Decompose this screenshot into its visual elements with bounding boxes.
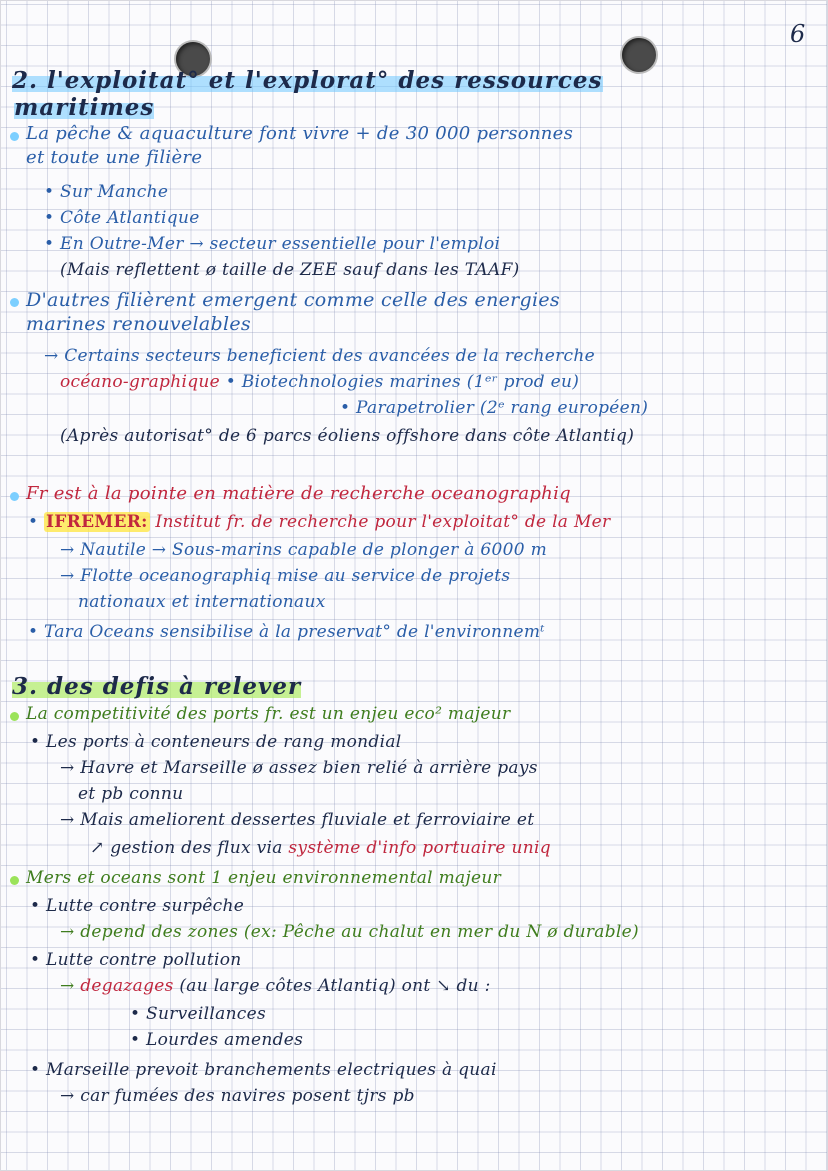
oceanographique-line [60,372,579,392]
havre-marseille-item: → Havre et Marseille ø assez bien relié à arrière pays [60,758,538,778]
ifremer-line: • IFREMER: Institut fr. de recherche pour l'exploitat° de la Mer [28,512,611,532]
section2-paragraph1: La pêche & aquaculture font vivre + de 30 000 personnes [26,123,574,144]
binder-hole-right [622,38,656,72]
section2-paragraph2-cont: marines renouvelables [26,313,251,335]
section2-paragraph2: D'autres filièrent emergent comme celle des energies [26,289,560,311]
dessertes-item: → Mais ameliorent dessertes fluviale et ferroviaire et [60,810,535,830]
amendes-item: • Lourdes amendes [130,1030,304,1050]
bullet-dot [10,876,19,885]
ifremer-description: Institut fr. de recherche pour l'exploitat° de la Mer [149,512,611,532]
section3-paragraph2: Mers et oceans sont 1 enjeu environnemental majeur [26,868,502,888]
note-eoliens: (Après autorisat° de 6 parcs éoliens offshore dans côte Atlantiq) [60,426,635,446]
page-number: 6 [790,20,806,48]
marseille-item: • Marseille prevoit branchements electriques à quai [30,1060,497,1080]
bullet-manche: • Sur Manche [44,182,169,202]
section3-title: 3. des defis à relever [12,673,302,700]
zones-item: → depend des zones (ex: Pêche au chalut en mer du N ø durable) [60,922,639,942]
bullet-dot [10,492,19,501]
flotte-item-cont: nationaux et internationaux [78,592,326,612]
pollution-item: • Lutte contre pollution [30,950,242,970]
bullet-outre-mer: • En Outre-Mer → secteur essentielle pour l'emploi [44,234,501,254]
arrow-recherche: → Certains secteurs beneficient des avancées de la recherche [44,346,595,366]
ports-conteneurs-item: • Les ports à conteneurs de rang mondial [30,732,402,752]
gestion-flux-line: ↗ gestion des flux via système d'info portuaire uniq [90,838,551,858]
havre-marseille-item-cont: et pb connu [78,784,184,804]
surveillances-item: • Surveillances [130,1004,267,1024]
degazages-word: degazages [80,976,174,996]
flotte-item: → Flotte oceanographiq mise au service de projets [60,566,511,586]
degazages-line: → degazages (au large côtes Atlantiq) ont ↘ du : [60,976,491,996]
bullet-atlantique: • Côte Atlantique [44,208,200,228]
fumees-item: → car fumées des navires posent tjrs pb [60,1086,415,1106]
section2-paragraph1-cont: et toute une filière [26,147,203,168]
bullet-dot [10,712,19,721]
nautile-item: → Nautile → Sous-marins capable de plonger à 6000 m [60,540,548,560]
bullet-dot [10,132,19,141]
oceanographique-word: océano-graphique [60,372,220,392]
ifremer-tag: IFREMER: [46,512,148,532]
section2-title-line2: maritimes [14,94,155,121]
tara-oceans-item: • Tara Oceans sensibilise à la preservat° de l'environnemᵗ [28,622,545,642]
systeme-info-portuaire: système d'info portuaire uniq [288,838,551,858]
section3-paragraph1: La competitivité des ports fr. est un enjeu eco² majeur [26,704,511,724]
section2-paragraph3: Fr est à la pointe en matière de recherche oceanographiq [26,483,571,504]
section2-title-line1: 2. l'exploitat° et l'explorat° des ressources [12,67,603,94]
bullet-dot [10,298,19,307]
parapetrolier-item: • Parapetrolier (2ᵉ rang européen) [340,398,649,418]
note-zee: (Mais reflettent ø taille de ZEE sauf dans les TAAF) [60,260,520,280]
surpeche-item: • Lutte contre surpêche [30,896,245,916]
biotechnologies-item: • Biotechnologies marines (1ᵉʳ prod eu) [219,372,580,392]
